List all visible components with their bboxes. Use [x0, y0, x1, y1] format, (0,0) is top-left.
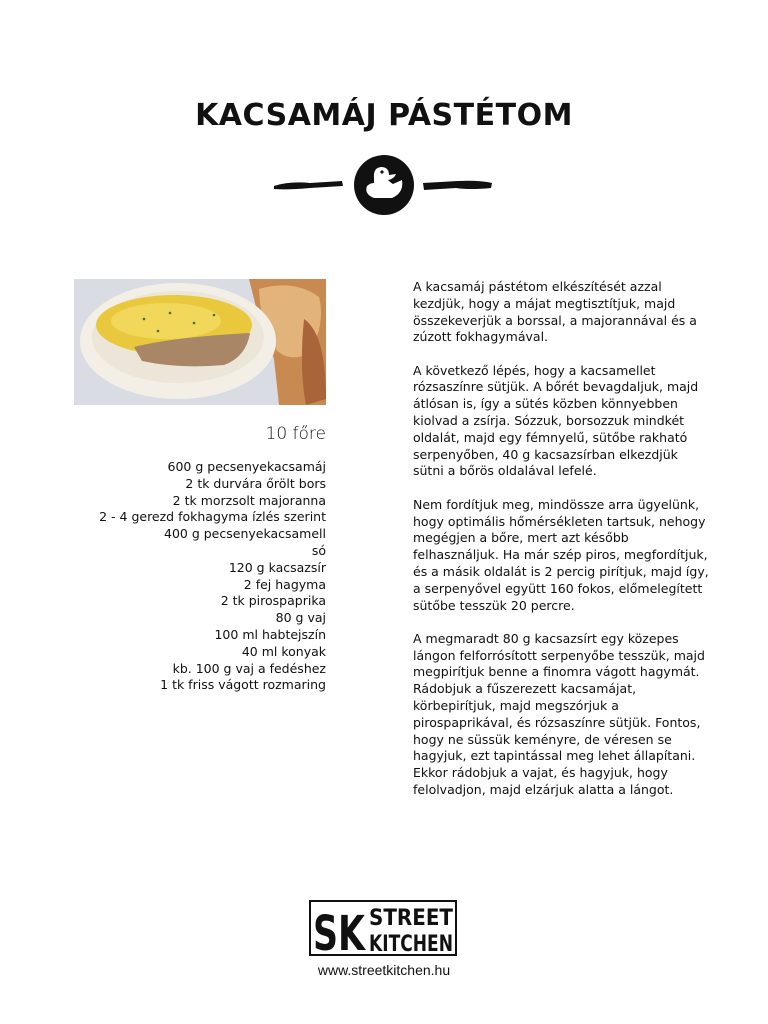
ingredient-item: 100 ml habtejszín — [214, 626, 326, 642]
ingredient-item: 2 tk pirospaprika — [220, 593, 326, 609]
logo-initials: SK — [313, 906, 367, 962]
duck-liver-pate-photo — [74, 279, 326, 405]
instruction-paragraph: A kacsamáj pástétom elkészítését azzal kezdjük, hogy a májat megtisztítjuk, majd összekeverjük a borssal, a majorannával és a zúzott fokhagymával. — [413, 279, 697, 345]
ingredient-item: 2 tk morzsolt majoranna — [172, 492, 326, 508]
logo-line2: KITCHEN — [369, 932, 453, 957]
ingredient-item: 2 tk durvára őrölt bors — [185, 475, 326, 491]
recipe-title: KACSAMÁJ PÁSTÉTOM — [195, 98, 573, 134]
ingredient-item: 1 tk friss vágott rozmaring — [160, 677, 326, 693]
ingredient-item: 80 g vaj — [275, 610, 326, 626]
ingredient-item: 600 g pecsenyekacsamáj — [167, 459, 326, 474]
ingredient-list — [60, 459, 326, 694]
ingredient-item: kb. 100 g vaj a fedéshez — [172, 660, 326, 676]
instruction-paragraph: Nem fordítjuk meg, mindössze arra ügyelünk, hogy optimális hőmérsékleten tartsuk, nehogy megégjen a bőre, mert azt később felhasználjuk. Ha már szép piros, megfordítjuk, és a másik oldalát is 2 percig pirítjuk, majd így, a serpenyővel együtt 160 fokos, előmelegített sütőbe tesszük 20 percre. — [413, 496, 709, 613]
servings-label: 10 főre — [265, 424, 326, 444]
website-url: www.streetkitchen.hu — [317, 962, 451, 978]
ingredient-item: 2 - 4 gerezd fokhagyma ízlés szerint — [99, 509, 326, 525]
street-kitchen-logo — [309, 900, 457, 962]
title-divider — [270, 150, 498, 222]
logo-line1: STREET — [369, 906, 453, 931]
duck-icon — [354, 155, 414, 215]
ingredient-item: só — [311, 542, 326, 558]
instruction-paragraph: A megmaradt 80 g kacsazsírt egy közepes lángon felforrósított serpenyőbe tesszük, majd megpirítjuk benne a finomra vágott hagymát. Rádobjuk a fűszerezett kacsamájat, körbepirítjuk, majd megszórjuk a pirospaprikával, és rózsaszínre sütjük. Fontos, hogy ne süssük keményre, de véresen se hagyjuk, ezt tapintással meg lehet állapítani. Ekkor rádobjuk a vajat, és hagyjuk, hogy felolvadjon, majd elzárjuk alatta a lángot. — [413, 630, 705, 798]
ingredient-item: 120 g kacsazsír — [228, 559, 326, 575]
instructions — [413, 279, 709, 815]
ingredient-item: 40 ml konyak — [241, 643, 326, 659]
instruction-paragraph: A következő lépés, hogy a kacsamellet rózsaszínre sütjük. A bőrét bevagdaljuk, majd átlósan is, így a sütés közben könnyebben kiolvad a zsírja. Sózzuk, borsozzuk mindkét oldalát, majd egy fémnyelű, sütőbe rakható serpenyőben, 40 g kacsazsírban elkezdjük sütni a bőrös oldalával lefelé. — [413, 362, 699, 479]
ingredient-item: 400 g pecsenyekacsamell — [164, 526, 326, 542]
ingredient-item: 2 fej hagyma — [243, 576, 326, 592]
